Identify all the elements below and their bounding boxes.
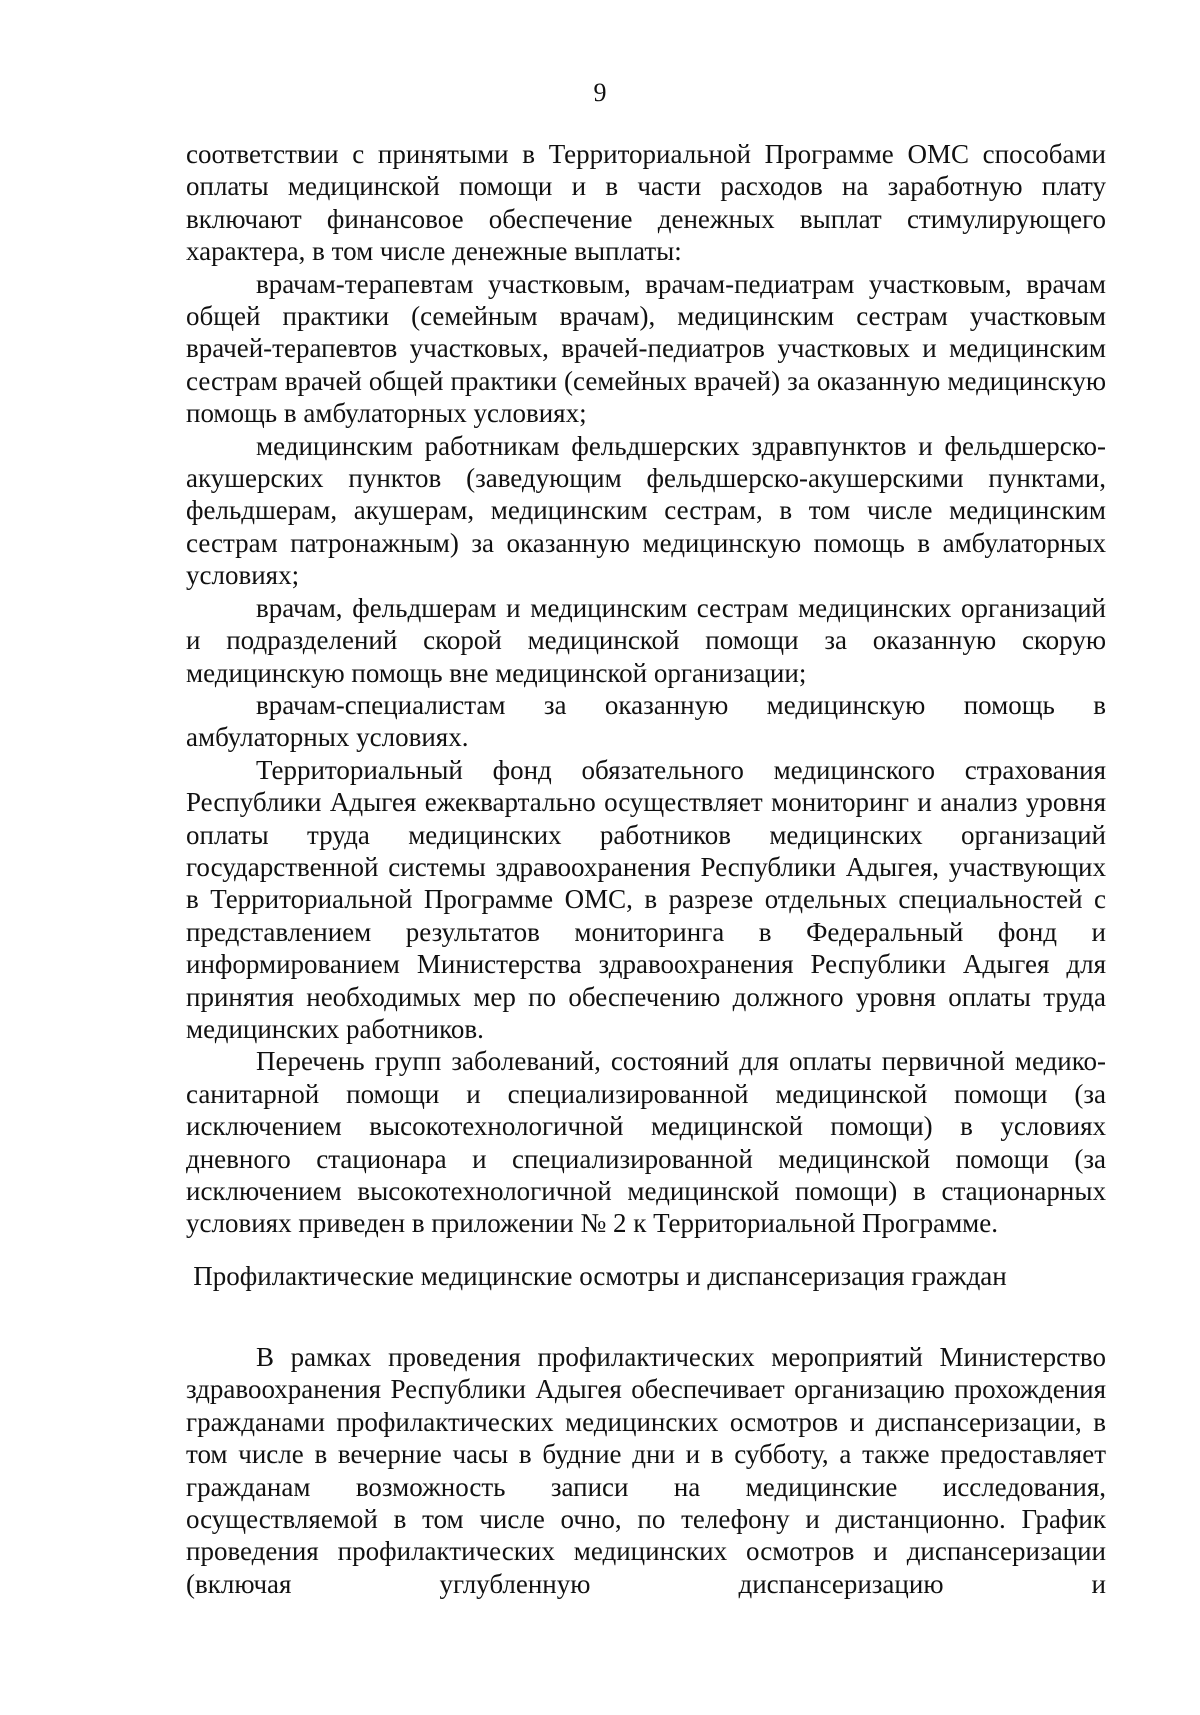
section-heading: Профилактические медицинские осмотры и диспансеризация граждан — [193, 1261, 1007, 1291]
paragraph: врачам-специалистам за оказанную медицинскую помощь в амбулаторных условиях. — [186, 689, 1106, 753]
body-text-top — [186, 138, 1106, 1240]
body-text-bottom — [186, 1341, 1106, 1600]
paragraph: медицинским работникам фельдшерских здравпунктов и фельдшерско-акушерских пунктов (заведующим фельдшерско-акушерскими пунктами, фельдшерам, акушерам, медицинским сестрам, в том числе медицинским сестрам патронажным) за оказанную медицинскую помощь в амбулаторных условиях; — [186, 430, 1106, 591]
page-number: 9 — [593, 78, 607, 107]
paragraph: Перечень групп заболеваний, состояний для оплаты первичной медико-санитарной помощи и специализированной медицинской помощи (за исключением высокотехнологичной медицинской помощи) в условиях дневного стационара и специализированной медицинской помощи (за исключением высокотехнологичной медицинской помощи) в стационарных условиях приведен в приложении № 2 к Территориальной Программе. — [186, 1046, 1106, 1239]
paragraph: врачам-терапевтам участковым, врачам-педиатрам участковым, врачам общей практики (семейным врачам), медицинским сестрам участковым врачей-терапевтов участковых, врачей-педиатров участковых и медицинским сестрам врачей общей практики (семейных врачей) за оказанную медицинскую помощь в амбулаторных условиях; — [186, 268, 1106, 429]
paragraph-continuation: соответствии с принятыми в Территориальной Программе ОМС способами оплаты медицинской помощи и в части расходов на заработную плату включают финансовое обеспечение денежных выплат стимулирующего характера, в том числе денежные выплаты: — [186, 139, 1106, 267]
paragraph: Территориальный фонд обязательного медицинского страхования Республики Адыгея ежеквартально осуществляет мониторинг и анализ уровня оплаты труда медицинских работников медицинских организаций государственной системы здравоохранения Республики Адыгея, участвующих в Территориальной Программе ОМС, в разрезе отдельных специальностей с представлением результатов мониторинга в Федеральный фонд и информированием Министерства здравоохранения Республики Адыгея для принятия необходимых мер по обеспечению должного уровня оплаты труда медицинских работников. — [186, 754, 1106, 1044]
paragraph: В рамках проведения профилактических мероприятий Министерство здравоохранения Республики Адыгея обеспечивает организацию прохождения гражданами профилактических медицинских осмотров и диспансеризации, в том числе в вечерние часы в будние дни и в субботу, а также предоставляет гражданам возможность записи на медицинские исследования, осуществляемой в том числе очно, по телефону и дистанционно. График проведения профилактических медицинских осмотров и диспансеризации (включая углубленную диспансеризацию и — [186, 1342, 1106, 1599]
paragraph: врачам, фельдшерам и медицинским сестрам медицинских организаций и подразделений скорой медицинской помощи за оказанную скорую медицинскую помощь вне медицинской организации; — [186, 592, 1106, 688]
